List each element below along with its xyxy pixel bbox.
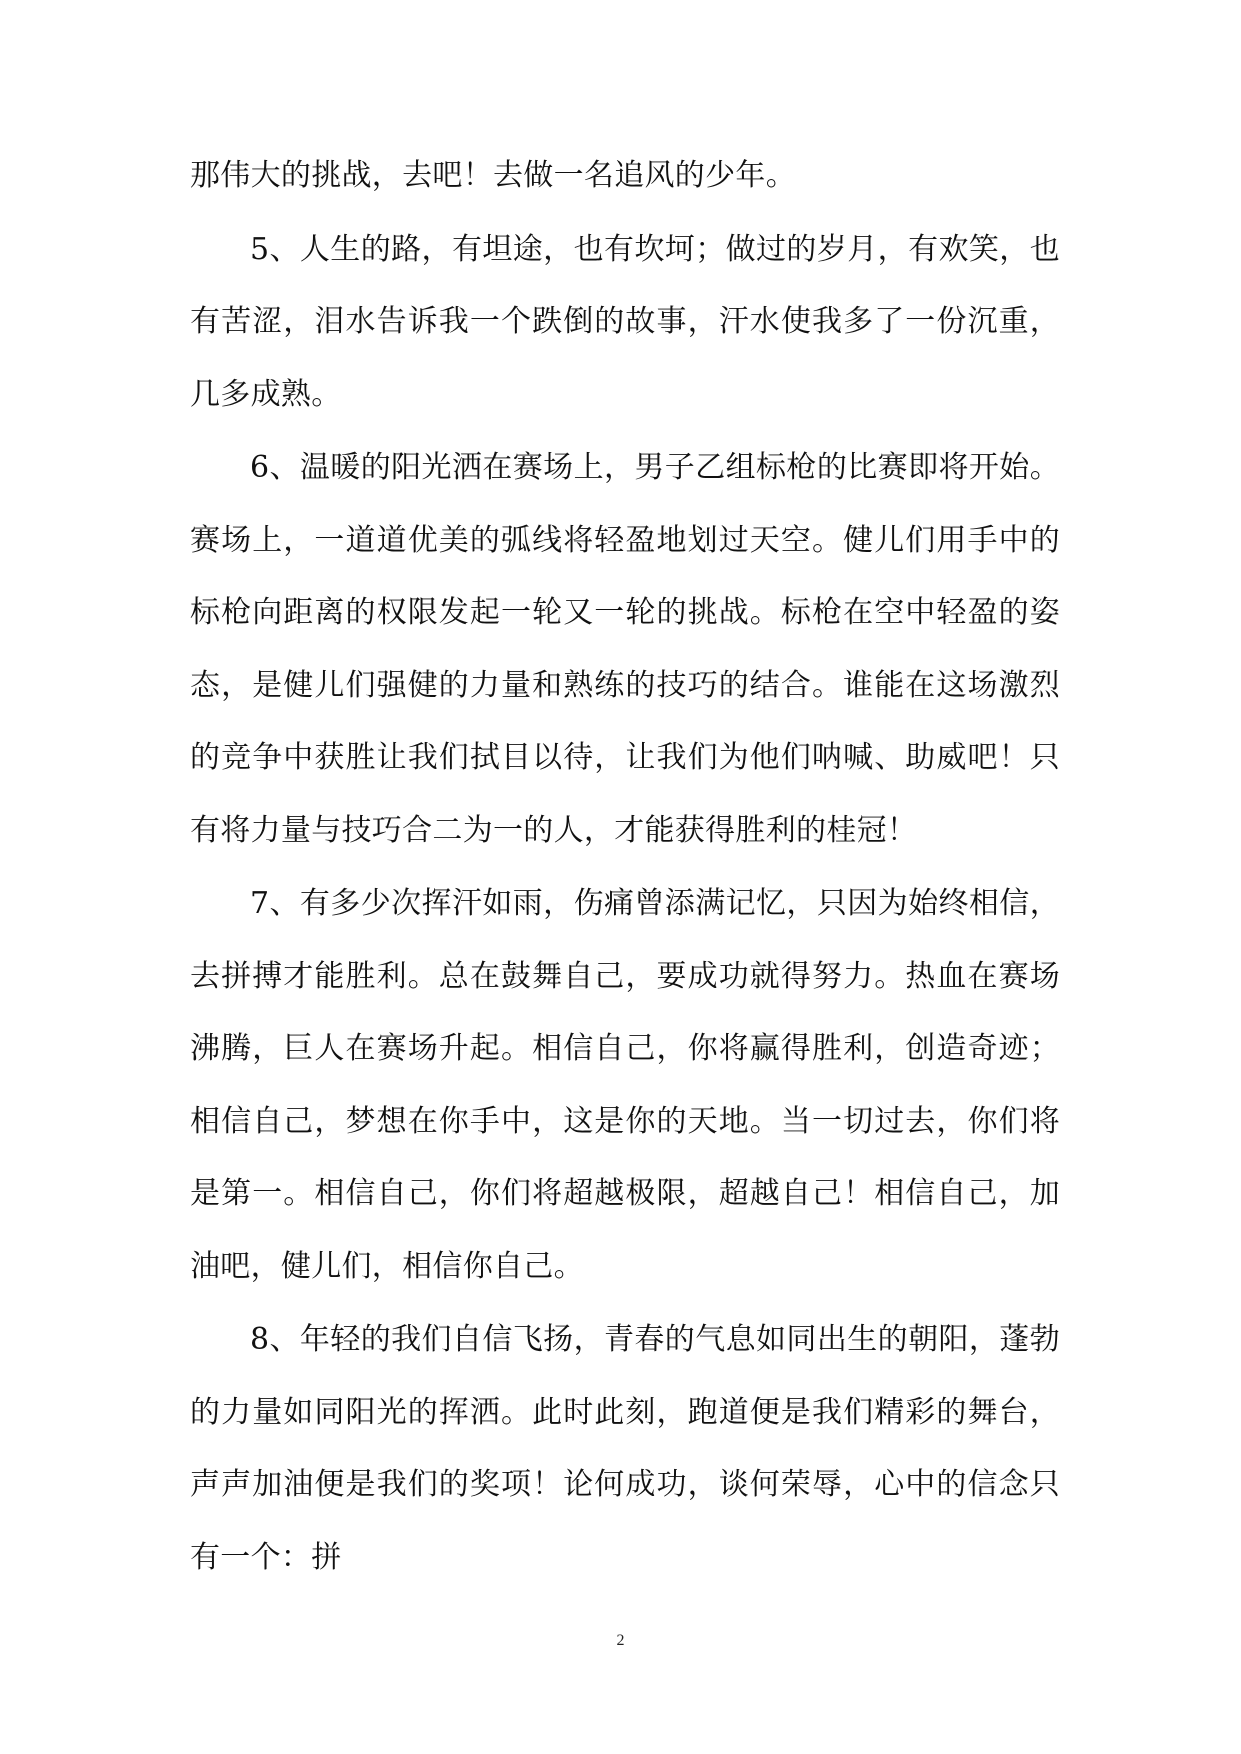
paragraph-item-5: 5、人生的路，有坦途，也有坎坷；做过的岁月，有欢笑，也有苦涩，泪水告诉我一个跌倒的故事，汗水使我多了一份沉重，几多成熟。: [190, 231, 1060, 412]
paragraph-continuation: 那伟大的挑战，去吧！去做一名追风的少年。: [190, 158, 796, 193]
paragraph-item-7: 7、有多少次挥汗如雨，伤痛曾添满记忆，只因为始终相信，去拼搏才能胜利。总在鼓舞自己，要成功就得努力。热血在赛场沸腾，巨人在赛场升起。相信自己，你将赢得胜利，创造奇迹；相信自己，梦想在你手中，这是你的天地。当一切过去，你们将是第一。相信自己，你们将超越极限，超越自己！相信自己，加油吧，健儿们，相信你自己。: [190, 886, 1060, 1284]
paragraph-item-8: 8、年轻的我们自信飞扬，青春的气息如同出生的朝阳，蓬勃的力量如同阳光的挥洒。此时此刻，跑道便是我们精彩的舞台，声声加油便是我们的奖项！论何成功，谈何荣辱，心中的信念只有一个：拼: [190, 1322, 1060, 1575]
paragraph-item-6: 6、温暖的阳光洒在赛场上，男子乙组标枪的比赛即将开始。赛场上，一道道优美的弧线将轻盈地划过天空。健儿们用手中的标枪向距离的权限发起一轮又一轮的挑战。标枪在空中轻盈的姿态，是健儿们强健的力量和熟练的技巧的结合。谁能在这场激烈的竞争中获胜让我们拭目以待，让我们为他们呐喊、助威吧！只有将力量与技巧合二为一的人，才能获得胜利的桂冠！: [190, 450, 1060, 848]
document-body: [190, 140, 1060, 1595]
page-number: 2: [616, 1632, 625, 1649]
